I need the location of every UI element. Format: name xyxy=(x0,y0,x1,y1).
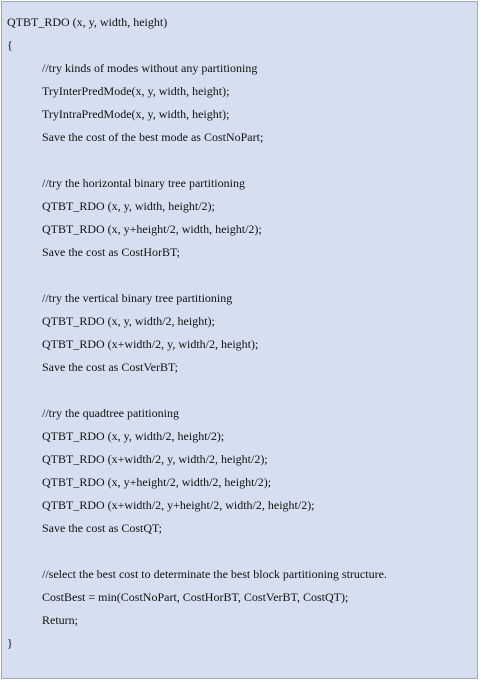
close-brace: } xyxy=(7,636,13,650)
code-listing-panel xyxy=(1,1,478,679)
code-line: TryInterPredMode(x, y, width, height); xyxy=(42,84,230,98)
code-line: Save the cost as CostVerBT; xyxy=(42,360,178,374)
function-signature: QTBT_RDO (x, y, width, height) xyxy=(7,15,168,29)
code-line: Save the cost as CostHorBT; xyxy=(42,245,180,259)
code-line: QTBT_RDO (x, y, width/2, height); xyxy=(42,314,215,328)
comment-no-partition: //try kinds of modes without any partitioning xyxy=(42,61,258,75)
code-line: Return; xyxy=(42,613,78,627)
code-line: QTBT_RDO (x+width/2, y, width/2, height); xyxy=(42,337,259,351)
comment-vertical-bt: //try the vertical binary tree partitioning xyxy=(42,291,233,305)
code-line: QTBT_RDO (x, y+height/2, width, height/2); xyxy=(42,222,262,236)
code-line: QTBT_RDO (x+width/2, y+height/2, width/2, height/2); xyxy=(42,498,315,512)
open-brace: { xyxy=(7,38,13,52)
comment-quadtree: //try the quadtree patitioning xyxy=(42,406,179,420)
comment-select-best: //select the best cost to determinate the best block partitioning structure. xyxy=(42,567,387,581)
code-line: Save the cost of the best mode as CostNoPart; xyxy=(42,130,264,144)
code-line: QTBT_RDO (x, y+height/2, width/2, height/2); xyxy=(42,475,272,489)
code-line: QTBT_RDO (x, y, width/2, height/2); xyxy=(42,429,225,443)
code-line: CostBest = min(CostNoPart, CostHorBT, CostVerBT, CostQT); xyxy=(42,590,349,604)
comment-horizontal-bt: //try the horizontal binary tree partitioning xyxy=(42,176,245,190)
code-line: QTBT_RDO (x, y, width, height/2); xyxy=(42,199,215,213)
code-line: QTBT_RDO (x+width/2, y, width/2, height/2); xyxy=(42,452,268,466)
code-line: Save the cost as CostQT; xyxy=(42,521,162,535)
code-line: TryIntraPredMode(x, y, width, height); xyxy=(42,107,230,121)
